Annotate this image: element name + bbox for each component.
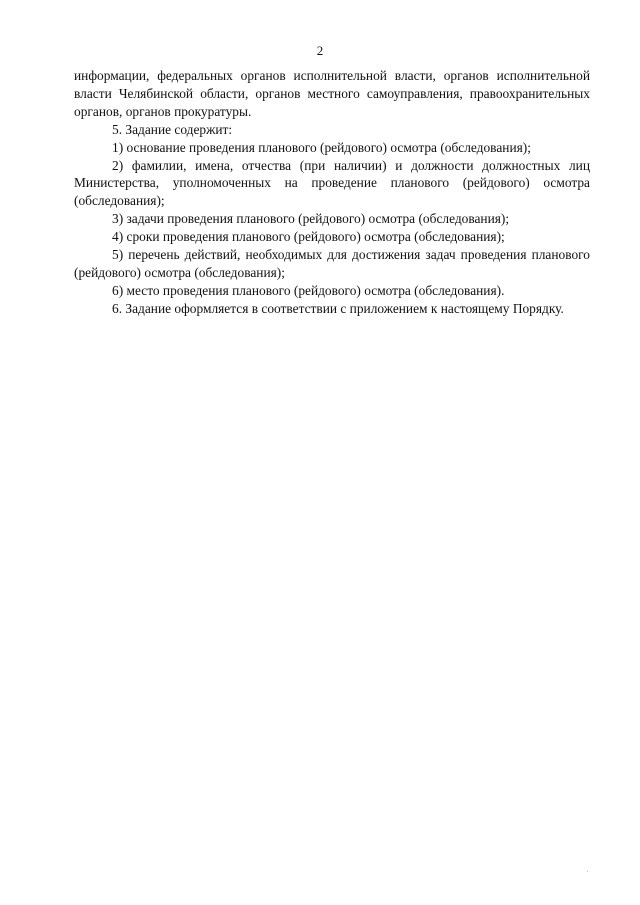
intro-paragraph: информации, федеральных органов исполнительной власти, органов исполнительной власти Челябинской области, органов местного самоуправления, правоохранительных органов, органов прокуратуры. [74, 68, 590, 119]
item-5-subitem-2: 2) фамилии, имена, отчества (при наличии) и должности должностных лиц Министерства, уполномоченных на проведение планового (рейдового) осмотра (обследования); [74, 157, 590, 209]
item-5-subitem-1: 1) основание проведения планового (рейдового) осмотра (обследования); [112, 139, 531, 155]
document-body [74, 67, 590, 318]
item-5-subitem-3: 3) задачи проведения планового (рейдового) осмотра (обследования); [112, 211, 510, 227]
scan-speck [587, 871, 588, 872]
item-5-subitem-5: 5) перечень действий, необходимых для достижения задач проведения планового (рейдового) осмотра (обследования); [74, 247, 590, 280]
item-5-heading: 5. Задание содержит: [112, 121, 233, 137]
item-5-subitem-4: 4) сроки проведения планового (рейдового) осмотра (обследования); [112, 229, 505, 245]
item-5-subitem-6: 6) место проведения планового (рейдового) осмотра (обследования). [112, 282, 505, 298]
item-6-paragraph: 6. Задание оформляется в соответствии с приложением к настоящему Порядку. [112, 300, 564, 316]
page-number: 2 [316, 43, 324, 58]
